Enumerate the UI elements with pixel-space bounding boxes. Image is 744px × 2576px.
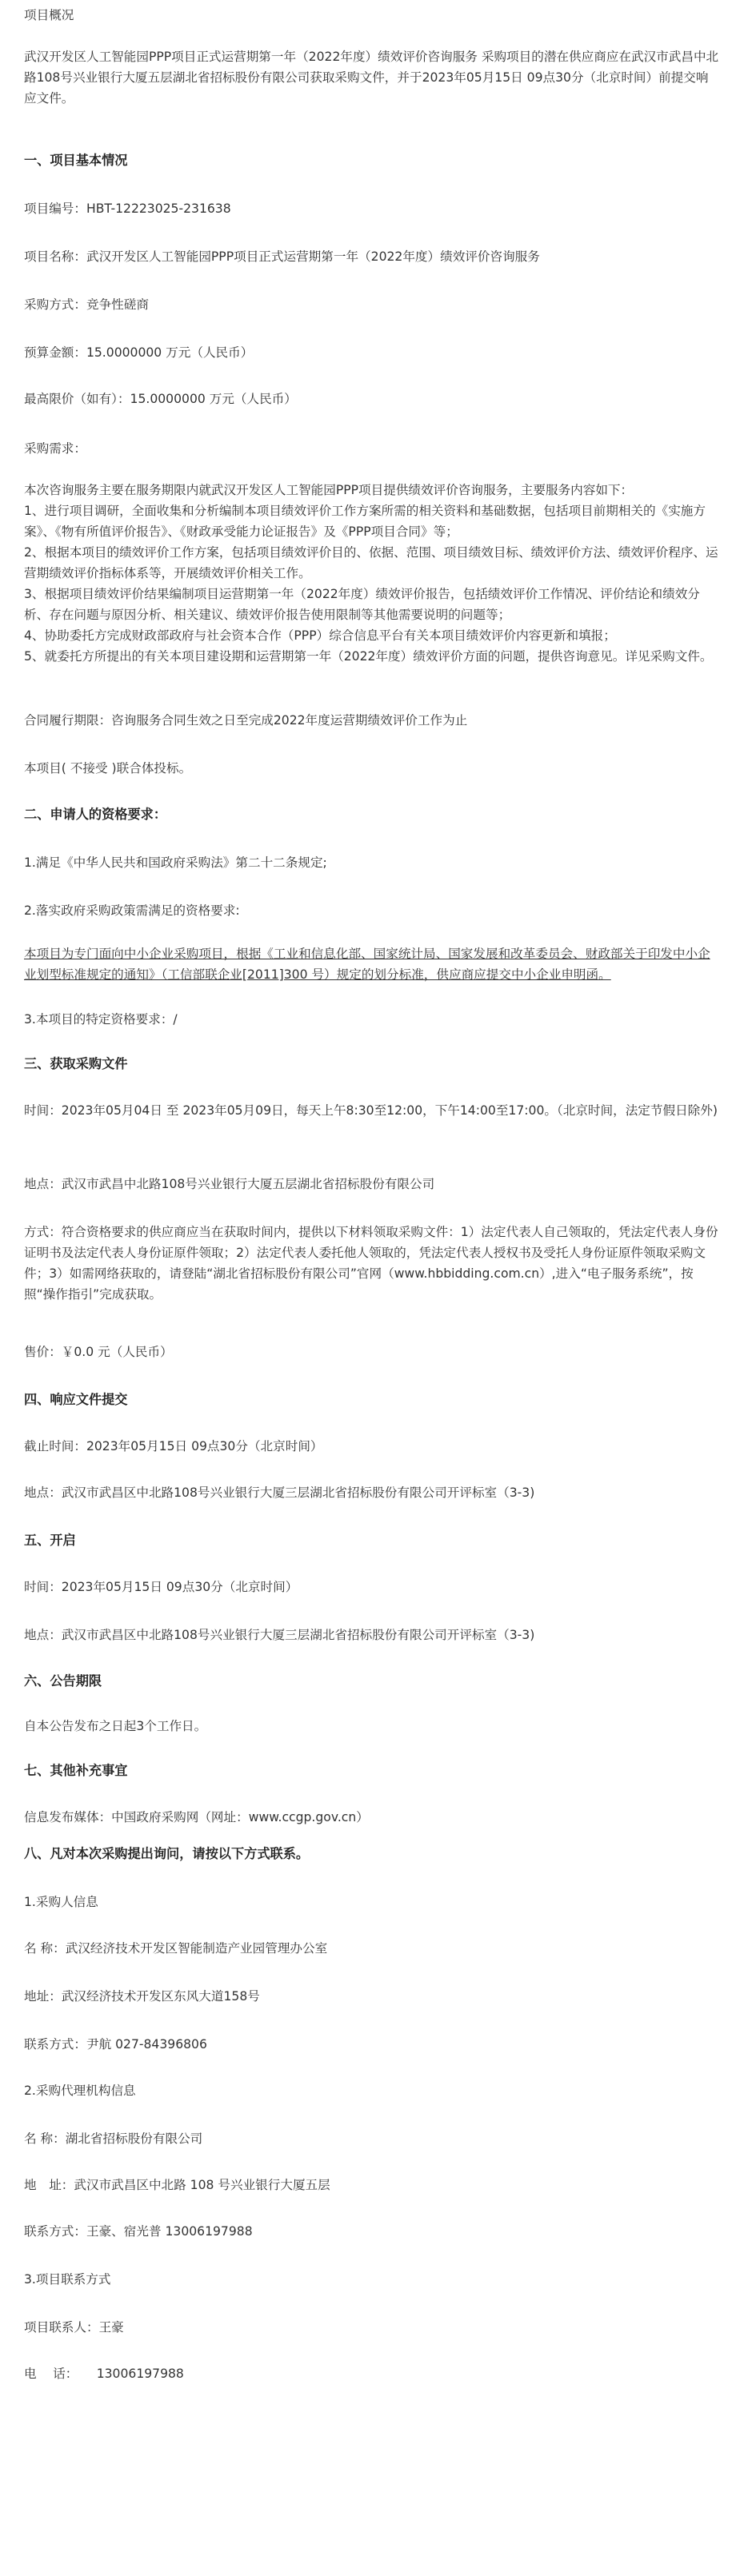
notice-period: 自本公告发布之日起3个工作日。 — [24, 1719, 207, 1733]
submission-place: 地点：武汉市武昌区中北路108号兴业银行大厦三层湖北省招标股份有限公司开评标室（3-3) — [24, 1485, 535, 1500]
purchaser-contact: 联系方式：尹航 027-84396806 — [24, 2037, 207, 2052]
section-5-heading: 五、开启 — [24, 1533, 76, 1548]
demand-line: 5、就委托方所提出的有关本项目建设期和运营期第一年（2022年度）绩效评价方面的问题，提供咨询意见。详见采购文件。 — [24, 649, 713, 664]
obtain-place: 地点：武汉市武昌中北路108号兴业银行大厦五层湖北省招标股份有限公司 — [24, 1177, 435, 1191]
agency-address: 地 址：武汉市武昌区中北路 108 号兴业银行大厦五层 — [24, 2178, 330, 2192]
document-price: 售价：￥0.0 元（人民币） — [24, 1345, 173, 1359]
procurement-method: 采购方式：竞争性磋商 — [24, 297, 149, 312]
purchaser-address: 地址：武汉经济技术开发区东风大道158号 — [24, 1989, 260, 2004]
section-8-heading: 八、凡对本次采购提出询问，请按以下方式联系。 — [24, 1846, 310, 1861]
contract-period: 合同履行期限：咨询服务合同生效之日至完成2022年度运营期绩效评价工作为止 — [24, 713, 468, 728]
obtain-method: 方式：符合资格要求的供应商应当在获取时间内，提供以下材料领取采购文件：1）法定代表人自己领取的，凭法定代表人身份证明书及法定代表人身份证原件领取；2）法定代表人委托他人领取的，凭法定代表人授权书及受托人身份证原件领取采购文件；3）如需网络获取的，请登陆“湖北省招标股份有限公司”官网（www.hbbidding.com.cn）,进入“电子服务系统”，按照“操作指引”完成获取。 — [24, 1225, 718, 1302]
agency-name: 名 称：湖北省招标股份有限公司 — [24, 2131, 203, 2146]
section-7-heading: 七、其他补充事宜 — [24, 1763, 128, 1778]
qualification-item-1: 1.满足《中华人民共和国政府采购法》第二十二条规定; — [24, 855, 327, 870]
project-contact-person: 项目联系人：王豪 — [24, 2320, 124, 2335]
demand-line: 4、协助委托方完成财政部政府与社会资本合作（PPP）综合信息平台有关本项目绩效评价内容更新和填报； — [24, 628, 616, 643]
overview-paragraph: 武汉开发区人工智能园PPP项目正式运营期第一年（2022年度）绩效评价咨询服务 采购项目的潜在供应商应在武汉市武昌中北路108号兴业银行大厦五层湖北省招标股份有限公司获取采购文件，并于2023年05月15日 09点30分（北京时间）前提交响应文件。 — [24, 50, 719, 106]
agency-contact: 联系方式：王豪、宿光普 13006197988 — [24, 2224, 253, 2239]
budget-amount: 预算金额：15.0000000 万元（人民币） — [24, 345, 254, 360]
page-title: 项目概况 — [24, 8, 74, 22]
section-2-heading: 二、申请人的资格要求： — [24, 807, 167, 822]
demand-line: 1、进行项目调研，全面收集和分析编制本项目绩效评价工作方案所需的相关资料和基础数据，包括项目前期相关的《实施方案》、《物有所值评价报告》、《财政承受能力论证报告》及《PPP项目合同》等； — [24, 504, 706, 539]
section-6-heading: 六、公告期限 — [24, 1673, 102, 1689]
demand-line: 本次咨询服务主要在服务期限内就武汉开发区人工智能园PPP项目提供绩效评价咨询服务，主要服务内容如下： — [24, 483, 634, 497]
project-name: 项目名称：武汉开发区人工智能园PPP项目正式运营期第一年（2022年度）绩效评价咨询服务 — [24, 249, 540, 264]
submission-deadline: 截止时间：2023年05月15日 09点30分（北京时间） — [24, 1439, 323, 1453]
section-4-heading: 四、响应文件提交 — [24, 1392, 128, 1407]
project-contact-title: 3.项目联系方式 — [24, 2272, 111, 2287]
demand-line: 2、根据本项目的绩效评价工作方案，包括项目绩效评价目的、依据、范围、项目绩效目标、绩效评价方法、绩效评价程序、运营期绩效评价指标体系等，开展绩效评价相关工作。 — [24, 545, 718, 580]
qualification-item-3: 3.本项目的特定资格要求：/ — [24, 1012, 178, 1027]
project-contact-phone: 电 话： 13006197988 — [24, 2367, 184, 2381]
demand-line: 3、根据项目绩效评价结果编制项目运营期第一年（2022年度）绩效评价报告，包括绩效评价工作情况、评价结论和绩效分析、存在问题与原因分析、相关建议、绩效评价报告使用限制等其他需要说明的问题等； — [24, 587, 700, 622]
consortium-note: 本项目( 不接受 )联合体投标。 — [24, 761, 192, 776]
obtain-time: 时间：2023年05月04日 至 2023年05月09日，每天上午8:30至12:00，下午14:00至17:00。（北京时间，法定节假日除外) — [24, 1103, 718, 1118]
demand-list — [24, 480, 720, 667]
section-1-heading: 一、项目基本情况 — [24, 153, 128, 168]
purchaser-name: 名 称：武汉经济技术开发区智能制造产业园管理办公室 — [24, 1941, 328, 1956]
project-number: 项目编号：HBT-12223025-231638 — [24, 201, 231, 216]
demand-label: 采购需求： — [24, 441, 86, 456]
sme-policy-statement: 本项目为专门面向中小企业采购项目，根据《工业和信息化部、国家统计局、国家发展和改革委员会、财政部关于印发中小企业划型标准规定的通知》（工信部联企业[2011]300 号）规定的划分标准，供应商应提交中小企业申明函。 — [24, 947, 710, 982]
publishing-media: 信息发布媒体：中国政府采购网（网址：www.ccgp.gov.cn） — [24, 1810, 369, 1824]
agency-title: 2.采购代理机构信息 — [24, 2084, 136, 2098]
opening-place: 地点：武汉市武昌区中北路108号兴业银行大厦三层湖北省招标股份有限公司开评标室（3-3) — [24, 1628, 535, 1642]
max-price: 最高限价（如有）：15.0000000 万元（人民币） — [24, 392, 297, 406]
section-3-heading: 三、获取采购文件 — [24, 1056, 128, 1071]
opening-time: 时间：2023年05月15日 09点30分（北京时间） — [24, 1580, 298, 1594]
purchaser-title: 1.采购人信息 — [24, 1895, 98, 1909]
qualification-item-2: 2.落实政府采购政策需满足的资格要求: — [24, 903, 240, 918]
